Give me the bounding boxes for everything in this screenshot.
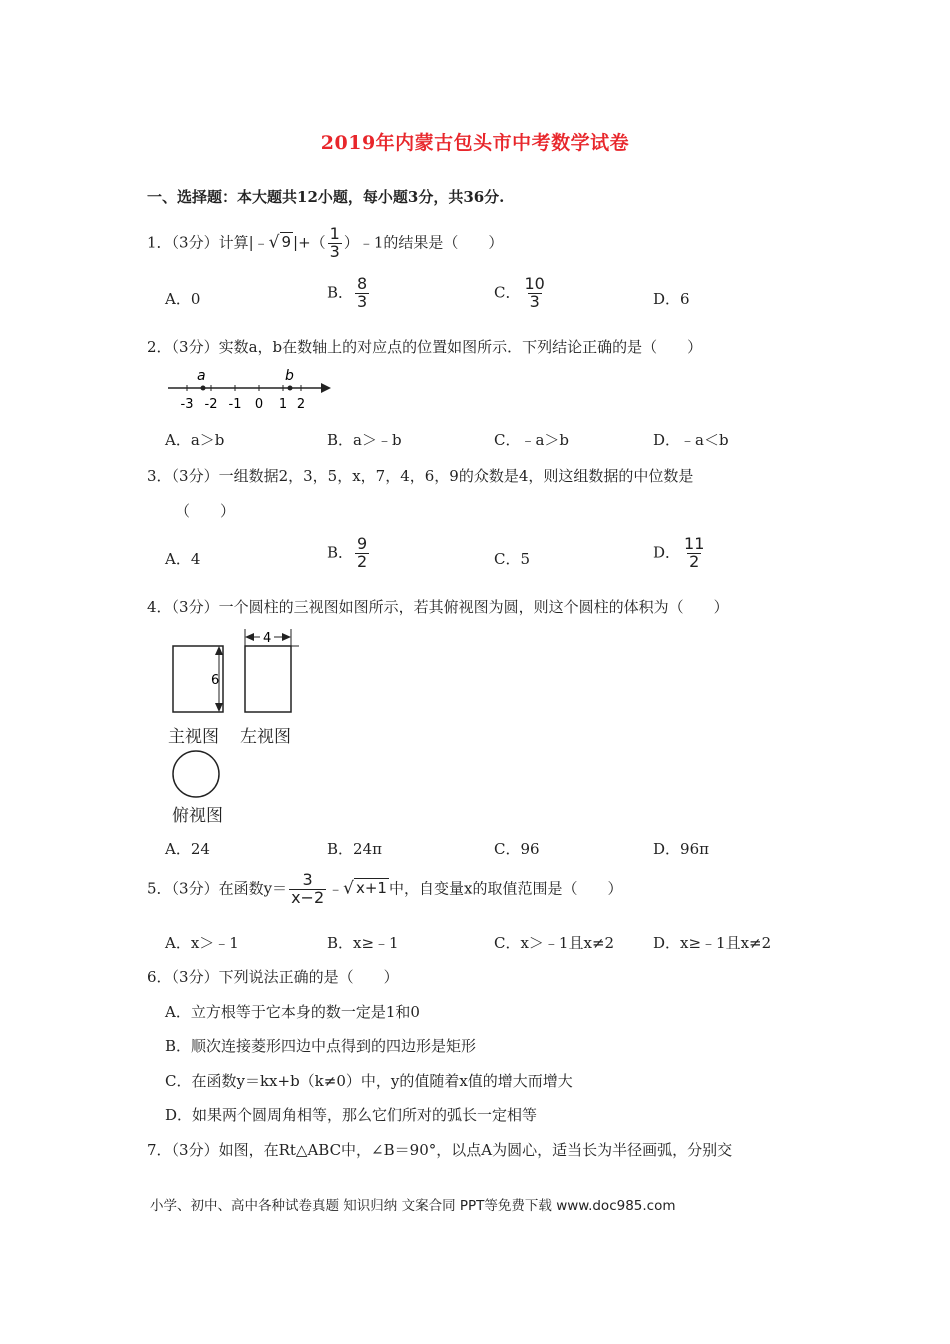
option-label: C． [494, 283, 521, 302]
option-label: B． [327, 283, 354, 302]
top-view-label: 俯视图 [172, 806, 223, 826]
number-line-figure [165, 366, 340, 412]
question-6: 6．（3分）下列说法正确的是（ ） [147, 968, 399, 986]
q1-option-b [327, 276, 371, 311]
question-4: 4．（3分）一个圆柱的三视图如图所示，若其俯视图为圆，则这个圆柱的体积为（ ） [147, 598, 729, 616]
option-fraction [522, 276, 546, 311]
option-label: D． [653, 543, 681, 562]
q6-option-a: A．立方根等于它本身的数一定是1和0 [165, 1003, 420, 1021]
question-3: 3．（3分）一组数据2，3，5，x，7，4，6，9的众数是4，则这组数据的中位数是 [147, 467, 694, 485]
frac-num: 9 [357, 534, 368, 553]
question-7: 7．（3分）如图，在Rt△ABC中，∠B＝90°，以点A为圆心，适当长为半径画弧，分别交 [147, 1141, 733, 1159]
q6-option-b: B．顺次连接菱形四边中点得到的四边形是矩形 [165, 1037, 477, 1055]
height-dimension: 6 [211, 673, 220, 688]
q5-fraction [289, 872, 326, 907]
q4-option-d: D．96π [653, 840, 709, 858]
frac-den: 3 [329, 241, 340, 261]
q1-prefix: 1．（3分）计算|﹣ [147, 233, 269, 252]
tick-label: 2 [296, 397, 306, 412]
left-view-rect [245, 646, 291, 712]
q1-option-a: A．0 [165, 290, 201, 308]
q5-minus: ﹣ [328, 879, 344, 898]
q5-option-b: B．x≥﹣1 [327, 934, 399, 952]
width-dimension: 4 [263, 631, 272, 646]
q5-prefix: 5．（3分）在函数y＝ [147, 879, 288, 898]
q5-option-c: C．x＞﹣1且x≠2 [494, 934, 615, 952]
q1-mid: |+（ [293, 233, 326, 252]
q2-option-d: D．﹣a＜b [653, 431, 729, 449]
q5-option-a: A．x＞﹣1 [165, 934, 239, 952]
q5-sqrt-arg: x+1 [355, 879, 387, 898]
top-view-circle [170, 748, 222, 800]
frac-num: 10 [524, 274, 545, 293]
tick-label: 1 [278, 397, 288, 412]
left-view-label: 左视图 [240, 727, 291, 747]
q2-option-c: C．﹣a＞b [494, 431, 570, 449]
q3-option-b [327, 536, 371, 571]
q4-option-a: A．24 [165, 840, 210, 858]
q3-option-d [653, 536, 708, 571]
option-fraction [355, 276, 369, 311]
q3-paren: （ ） [175, 502, 236, 520]
q2-option-b: B．a＞﹣b [327, 431, 402, 449]
frac-num: 11 [684, 534, 705, 553]
tick-label: -2 [204, 397, 218, 412]
point-a-label: a [197, 368, 206, 384]
sqrt-icon: √ [343, 878, 354, 899]
q1-fraction [328, 226, 342, 261]
option-fraction [355, 536, 369, 571]
frac-den: 3 [529, 291, 540, 311]
question-2: 2．（3分）实数a，b在数轴上的对应点的位置如图所示．下列结论正确的是（ ） [147, 338, 703, 356]
frac-den: 2 [689, 551, 700, 571]
three-view-figure [165, 624, 305, 724]
tick-label: 0 [254, 397, 264, 412]
question-5 [147, 872, 622, 907]
frac-num: 3 [302, 870, 313, 889]
frac-den: 3 [357, 291, 368, 311]
q1-sqrt-arg: 9 [281, 233, 292, 252]
tick-label: -3 [180, 397, 194, 412]
q1-option-d: D．6 [653, 290, 690, 308]
option-label: B． [327, 543, 354, 562]
q3-option-c: C．5 [494, 550, 531, 568]
frac-den: x−2 [291, 887, 325, 907]
frac-num: 8 [357, 274, 368, 293]
sqrt-icon: √ [268, 232, 280, 253]
point-b-label: b [285, 368, 294, 384]
page-title: 2019年内蒙古包头市中考数学试卷 [320, 132, 630, 154]
tick-label: -1 [228, 397, 242, 412]
q6-option-d: D．如果两个圆周角相等，那么它们所对的弧长一定相等 [165, 1106, 538, 1124]
frac-den: 2 [357, 551, 368, 571]
point-a-dot [201, 386, 206, 391]
q3-option-a: A．4 [165, 550, 201, 568]
q4-option-c: C．96 [494, 840, 540, 858]
question-1 [147, 226, 503, 261]
q5-option-d: D．x≥﹣1且x≠2 [653, 934, 772, 952]
q5-suffix: 中，自变量x的取值范围是（ ） [388, 879, 623, 898]
q4-option-b: B．24π [327, 840, 382, 858]
option-fraction [682, 536, 706, 571]
frac-num: 1 [329, 224, 340, 243]
section-heading: 一、选择题：本大题共12小题，每小题3分，共36分. [147, 188, 505, 206]
page-footer: 小学、初中、高中各种试卷真题 知识归纳 文案合同 PPT等免费下载 www.doc985.com [150, 1198, 676, 1214]
front-view-label: 主视图 [168, 727, 219, 747]
q6-option-c: C．在函数y＝kx+b（k≠0）中，y的值随着x值的增大而增大 [165, 1072, 573, 1090]
q1-option-c [494, 276, 549, 311]
point-b-dot [288, 386, 293, 391]
q2-option-a: A．a＞b [165, 431, 225, 449]
q1-suffix: ）﹣1的结果是（ ） [343, 233, 504, 252]
